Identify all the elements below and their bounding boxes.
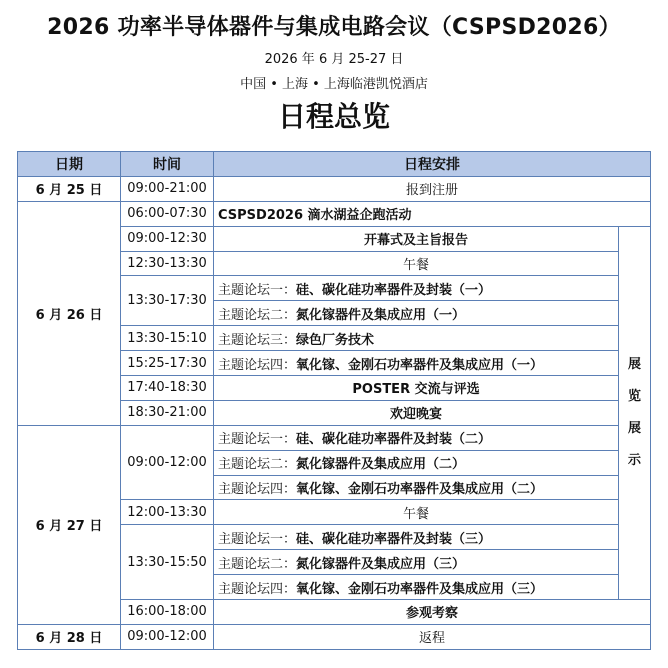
forum-prefix: 主题论坛四：: [218, 581, 297, 597]
exhibition-char: 展: [627, 356, 641, 372]
forum-cell: [214, 450, 619, 475]
forum-name: 硅、碳化硅功率器件及封装（一）: [296, 282, 492, 298]
schedule-overview-title: 日程总览: [277, 100, 390, 133]
time-cell: 09:00-12:00: [121, 624, 214, 649]
date-cell-jun26: 6 月 26 日: [18, 201, 121, 425]
forum-cell: [214, 276, 619, 301]
forum-cell: [214, 475, 619, 500]
forum-name: 硅、碳化硅功率器件及封装（二）: [296, 432, 492, 448]
header-schedule: 日程安排: [214, 152, 651, 177]
time-cell: 13:30-15:10: [121, 326, 214, 351]
event-cell: 报到注册: [214, 176, 651, 201]
table-header-row: [18, 152, 651, 177]
forum-prefix: 主题论坛四：: [218, 357, 297, 373]
event-cell: 午餐: [214, 500, 619, 525]
forum-prefix: 主题论坛二：: [218, 457, 297, 473]
forum-name: 硅、碳化硅功率器件及封装（三）: [296, 531, 492, 547]
forum-cell: [214, 575, 619, 600]
forum-name: 氧化镓、金刚石功率器件及集成应用（一）: [296, 357, 544, 373]
time-cell: 13:30-17:30: [121, 276, 214, 326]
forum-name: 氮化镓器件及集成应用（一）: [296, 307, 466, 323]
event-cell: POSTER 交流与评选: [214, 376, 619, 401]
forum-cell: [214, 425, 619, 450]
header-date: 日期: [18, 152, 121, 177]
conference-title: 2026 功率半导体器件与集成电路会议（CSPSD2026）: [47, 15, 621, 40]
time-cell: 13:30-15:50: [121, 525, 214, 600]
event-cell: CSPSD2026 滴水湖益企跑活动: [214, 201, 651, 226]
forum-name: 氧化镓、金刚石功率器件及集成应用（三）: [296, 581, 544, 597]
forum-prefix: 主题论坛一：: [218, 282, 297, 298]
forum-cell: [214, 326, 619, 351]
forum-cell: [214, 351, 619, 376]
forum-name: 氮化镓器件及集成应用（二）: [296, 457, 466, 473]
time-cell: 09:00-12:00: [121, 425, 214, 500]
table-row: [18, 624, 651, 649]
time-cell: 12:00-13:30: [121, 500, 214, 525]
conference-date: 2026 年 6 月 25-27 日: [264, 52, 404, 67]
event-cell: 开幕式及主旨报告: [214, 226, 619, 251]
time-cell: 18:30-21:00: [121, 400, 214, 425]
conference-venue: 中国 • 上海 • 上海临港凯悦酒店: [240, 77, 428, 92]
forum-cell: [214, 525, 619, 550]
table-row: [18, 425, 651, 450]
event-cell: 返程: [214, 624, 651, 649]
forum-cell: [214, 550, 619, 575]
forum-prefix: 主题论坛一：: [218, 531, 297, 547]
time-cell: 09:00-21:00: [121, 176, 214, 201]
forum-prefix: 主题论坛二：: [218, 307, 297, 323]
time-cell: 09:00-12:30: [121, 226, 214, 251]
exhibition-char: 示: [627, 452, 641, 468]
date-cell-jun27: 6 月 27 日: [18, 425, 121, 624]
table-row: [18, 201, 651, 226]
time-cell: 15:25-17:30: [121, 351, 214, 376]
event-cell: 欢迎晚宴: [214, 400, 619, 425]
forum-name: 氮化镓器件及集成应用（三）: [296, 556, 466, 572]
time-cell: 12:30-13:30: [121, 251, 214, 276]
forum-prefix: 主题论坛一：: [218, 432, 297, 448]
forum-prefix: 主题论坛二：: [218, 556, 297, 572]
exhibition-char: 览: [627, 388, 641, 404]
forum-cell: [214, 301, 619, 326]
date-cell-jun28: 6 月 28 日: [18, 624, 121, 649]
forum-name: 氧化镓、金刚石功率器件及集成应用（二）: [296, 482, 544, 498]
forum-prefix: 主题论坛四：: [218, 482, 297, 498]
forum-name: 绿色厂务技术: [296, 332, 375, 348]
forum-prefix: 主题论坛三：: [218, 332, 297, 348]
time-cell: 06:00-07:30: [121, 201, 214, 226]
table-row: [18, 176, 651, 201]
exhibition-column: [619, 226, 651, 599]
header-time: 时间: [121, 152, 214, 177]
date-cell-jun25: 6 月 25 日: [18, 176, 121, 201]
event-cell: 午餐: [214, 251, 619, 276]
exhibition-char: 展: [627, 420, 641, 436]
time-cell: 16:00-18:00: [121, 600, 214, 625]
schedule-table: [17, 151, 651, 650]
event-cell: 参观考察: [214, 600, 651, 625]
page-header: [0, 0, 668, 135]
time-cell: 17:40-18:30: [121, 376, 214, 401]
